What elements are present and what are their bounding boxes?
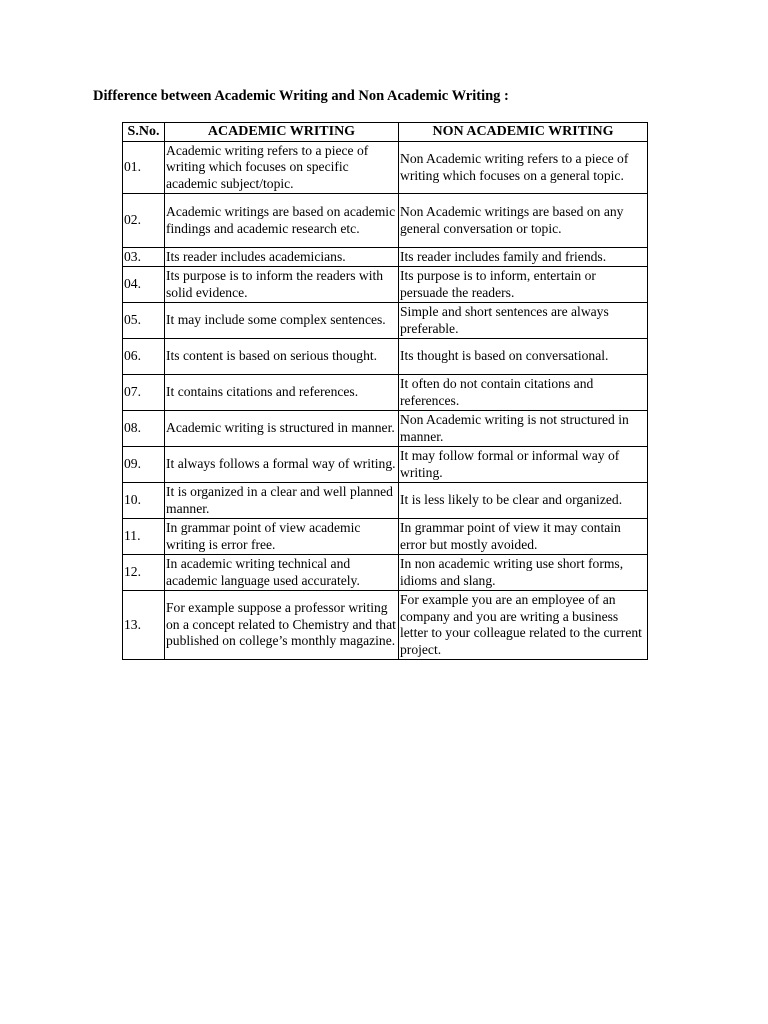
row-academic-cell: In academic writing technical and academic language used accurately. <box>165 555 399 591</box>
header-academic-writing: ACADEMIC WRITING <box>165 123 399 142</box>
table-row <box>123 555 648 591</box>
row-non-academic-cell: Its reader includes family and friends. <box>399 248 648 267</box>
table-body <box>123 142 648 660</box>
row-academic-cell: Academic writing is structured in manner. <box>165 411 399 447</box>
header-sno: S.No. <box>123 123 165 142</box>
table-row <box>123 447 648 483</box>
row-sno: 08. <box>123 411 165 447</box>
table-row <box>123 142 648 194</box>
row-sno: 10. <box>123 483 165 519</box>
row-non-academic-cell: In non academic writing use short forms, idioms and slang. <box>399 555 648 591</box>
row-academic-cell: Its content is based on serious thought. <box>165 339 399 375</box>
row-non-academic-cell: Its thought is based on conversational. <box>399 339 648 375</box>
row-non-academic-cell: For example you are an employee of an company and you are writing a business letter to your colleague related to the current project. <box>399 591 648 660</box>
row-sno: 11. <box>123 519 165 555</box>
row-non-academic-cell: In grammar point of view it may contain error but mostly avoided. <box>399 519 648 555</box>
row-academic-cell: It contains citations and references. <box>165 375 399 411</box>
header-non-academic-writing: NON ACADEMIC WRITING <box>399 123 648 142</box>
row-non-academic-cell: It may follow formal or informal way of writing. <box>399 447 648 483</box>
row-academic-cell: Academic writings are based on academic findings and academic research etc. <box>165 194 399 248</box>
table-row <box>123 339 648 375</box>
row-non-academic-cell: Non Academic writing is not structured in manner. <box>399 411 648 447</box>
row-non-academic-cell: Non Academic writing refers to a piece of writing which focuses on a general topic. <box>399 142 648 194</box>
row-sno: 06. <box>123 339 165 375</box>
row-academic-cell: It may include some complex sentences. <box>165 303 399 339</box>
row-academic-cell: Its purpose is to inform the readers with solid evidence. <box>165 267 399 303</box>
row-sno: 12. <box>123 555 165 591</box>
row-sno: 09. <box>123 447 165 483</box>
row-sno: 13. <box>123 591 165 660</box>
header-row <box>123 123 648 142</box>
table-row <box>123 519 648 555</box>
row-sno: 07. <box>123 375 165 411</box>
row-non-academic-cell: It is less likely to be clear and organized. <box>399 483 648 519</box>
row-sno: 02. <box>123 194 165 248</box>
row-sno: 03. <box>123 248 165 267</box>
row-sno: 01. <box>123 142 165 194</box>
row-academic-cell: It always follows a formal way of writing. <box>165 447 399 483</box>
table-row <box>123 267 648 303</box>
row-non-academic-cell: Its purpose is to inform, entertain or persuade the readers. <box>399 267 648 303</box>
row-non-academic-cell: Non Academic writings are based on any general conversation or topic. <box>399 194 648 248</box>
table-row <box>123 303 648 339</box>
row-non-academic-cell: It often do not contain citations and references. <box>399 375 648 411</box>
row-non-academic-cell: Simple and short sentences are always preferable. <box>399 303 648 339</box>
table-row <box>123 375 648 411</box>
page-title: Difference between Academic Writing and Non Academic Writing : <box>93 88 509 104</box>
table-row <box>123 411 648 447</box>
table-row <box>123 194 648 248</box>
table-row <box>123 248 648 267</box>
row-sno: 05. <box>123 303 165 339</box>
table-row <box>123 591 648 660</box>
row-academic-cell: Academic writing refers to a piece of writing which focuses on specific academic subject/topic. <box>165 142 399 194</box>
row-academic-cell: Its reader includes academicians. <box>165 248 399 267</box>
table-header <box>123 123 648 142</box>
row-sno: 04. <box>123 267 165 303</box>
comparison-table <box>122 122 648 660</box>
row-academic-cell: In grammar point of view academic writing is error free. <box>165 519 399 555</box>
row-academic-cell: It is organized in a clear and well planned manner. <box>165 483 399 519</box>
row-academic-cell: For example suppose a professor writing on a concept related to Chemistry and that published on college’s monthly magazine. <box>165 591 399 660</box>
table-row <box>123 483 648 519</box>
